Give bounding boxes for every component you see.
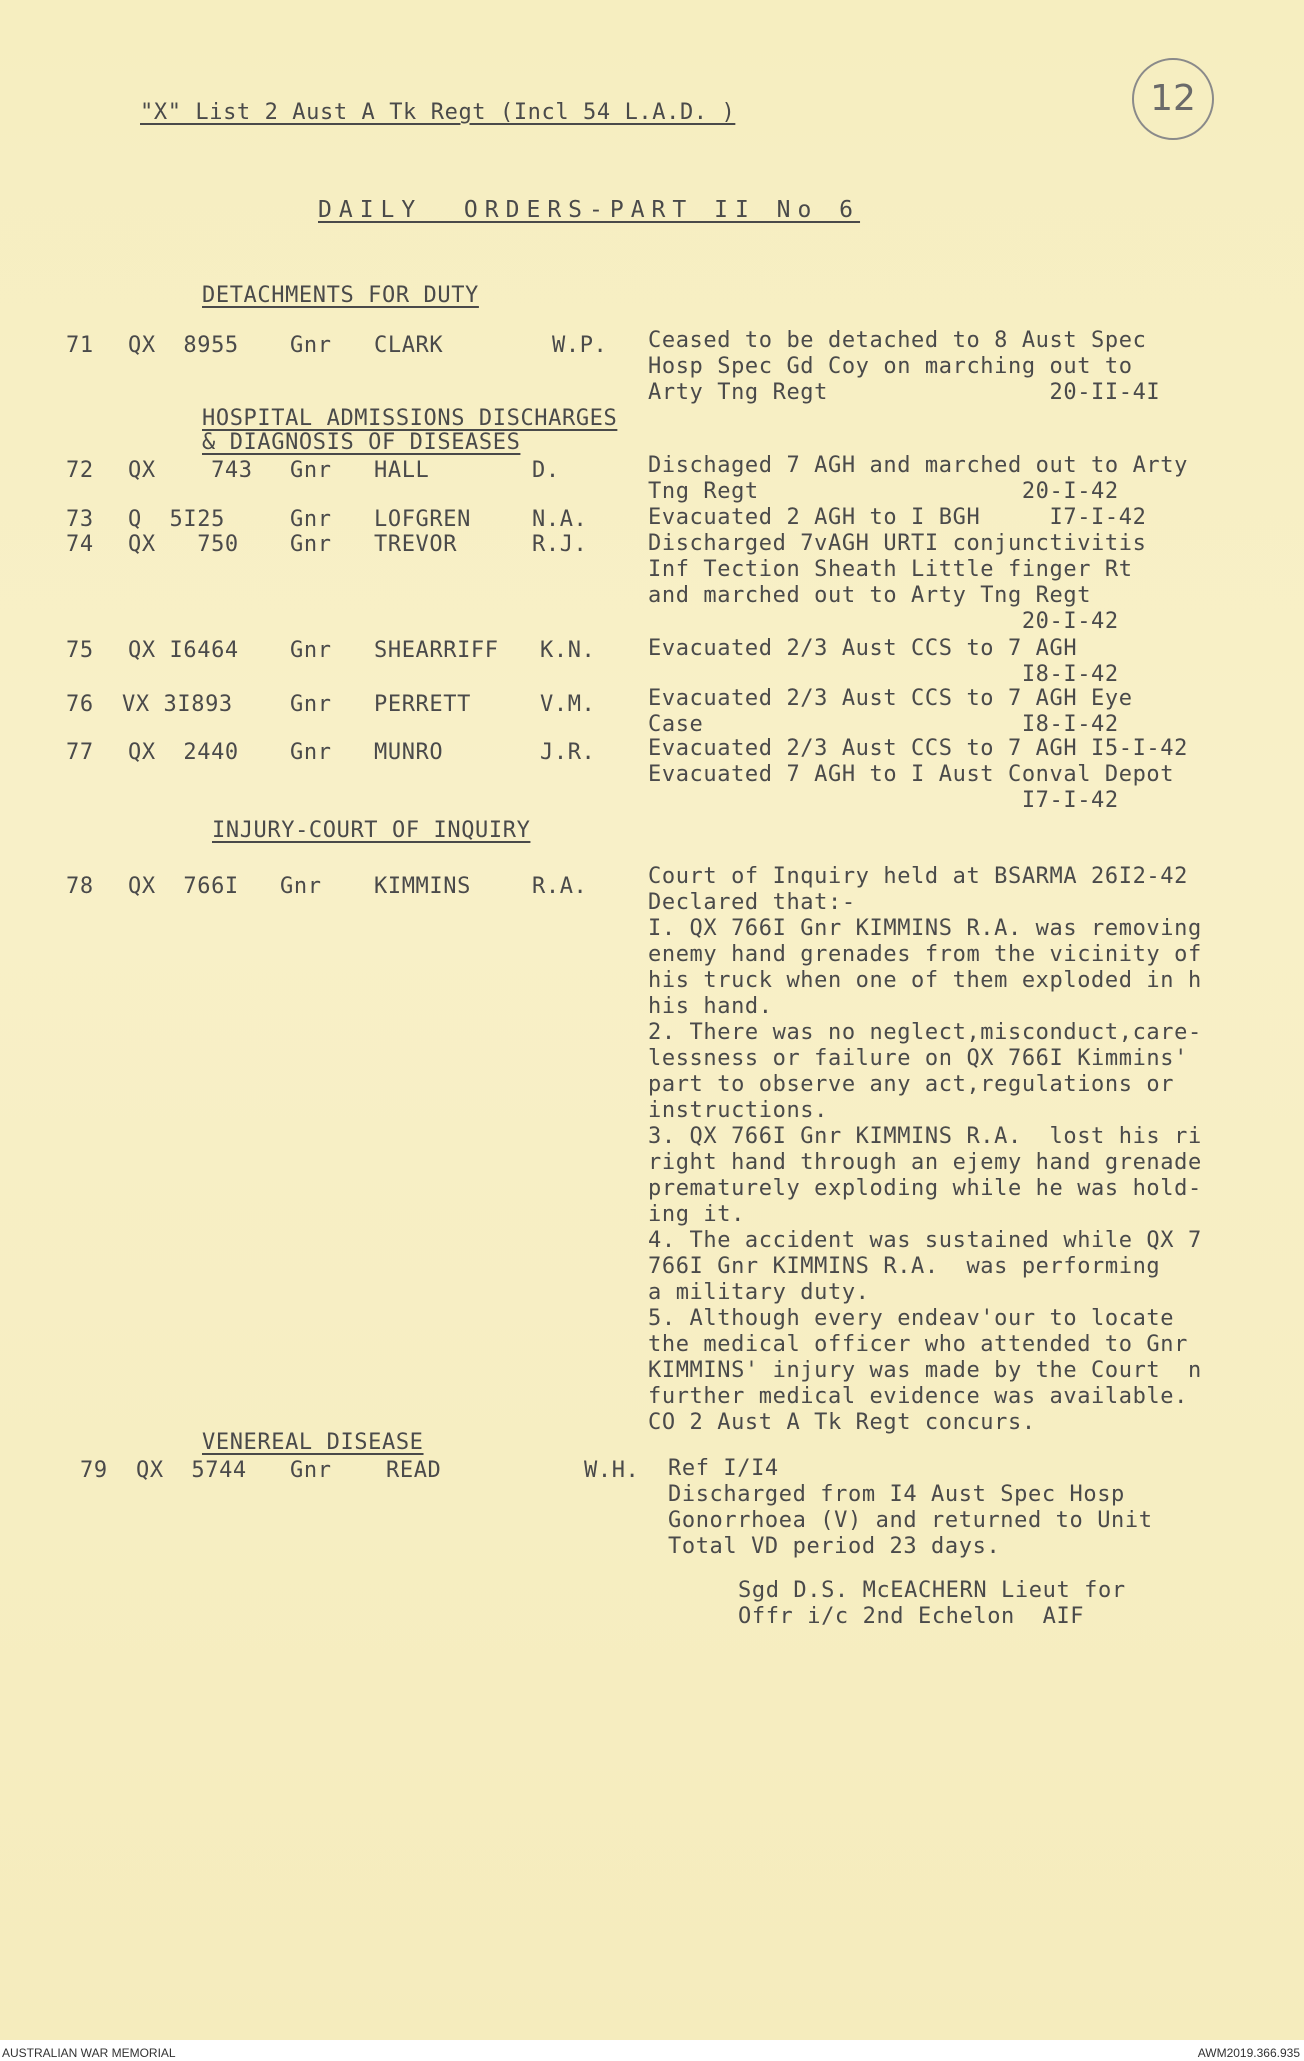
entry-text-line: his truck when one of them exploded in h — [648, 968, 1202, 993]
entry-number: 74 — [66, 532, 94, 557]
entry-text-line: I8-I-42 — [648, 662, 1119, 687]
entry-text-line: Evacuated 7 AGH to I Aust Conval Depot — [648, 762, 1175, 787]
entry-text-line: CO 2 Aust A Tk Regt concurs. — [648, 1410, 1036, 1435]
entry-text-line: Discharged from I4 Aust Spec Hosp — [668, 1482, 1125, 1507]
entry-surname: LOFGREN — [374, 507, 471, 532]
entry-rank: Gnr — [290, 638, 332, 663]
entry-text-line: prematurely exploding while he was hold- — [648, 1176, 1202, 1201]
entry-text-line: 766I Gnr KIMMINS R.A. was performing — [648, 1254, 1161, 1279]
entry-text-line: Ref I/I4 — [668, 1456, 779, 1481]
entry-text-line: 4. The accident was sustained while QX 7 — [648, 1228, 1202, 1253]
entry-regimental-number: QX 766I — [128, 874, 239, 899]
entry-text-line: the medical officer who attended to Gnr — [648, 1332, 1188, 1357]
entry-initials: J.R. — [540, 740, 596, 765]
entry-text-line: Dischaged 7 AGH and marched out to Arty — [648, 453, 1188, 478]
entry-regimental-number: QX 5744 — [136, 1458, 247, 1483]
entry-number: 77 — [66, 740, 94, 765]
entry-text-line: ing it. — [648, 1202, 745, 1227]
entry-text-line: 20-I-42 — [648, 609, 1119, 634]
entry-text-line: I. QX 766I Gnr KIMMINS R.A. was removing — [648, 916, 1202, 941]
entry-text-line: Inf Tection Sheath Little finger Rt — [648, 557, 1133, 582]
entry-number: 75 — [66, 638, 94, 663]
entry-text-line: Hosp Spec Gd Coy on marching out to — [648, 354, 1133, 379]
entry-rank: Gnr — [290, 1458, 332, 1483]
entry-text-line: Arty Tng Regt 20-II-4I — [648, 380, 1161, 405]
entry-surname: HALL — [374, 458, 430, 483]
entry-regimental-number: Q 5I25 — [128, 507, 225, 532]
entry-text-line: Case I8-I-42 — [648, 712, 1119, 737]
entry-number: 78 — [66, 874, 94, 899]
entry-regimental-number: VX 3I893 — [122, 692, 233, 717]
entry-initials: W.P. — [552, 333, 608, 358]
entry-text-line: part to observe any act,regulations or — [648, 1072, 1175, 1097]
entry-text-line: Declared that:- — [648, 890, 856, 915]
entry-rank: Gnr — [290, 740, 332, 765]
page-number-circled: 12 — [1132, 58, 1214, 140]
entry-text-line: instructions. — [648, 1098, 828, 1123]
entry-regimental-number: QX 8955 — [128, 333, 239, 358]
entry-text-line: and marched out to Arty Tng Regt — [648, 583, 1092, 608]
orders-title: DAILY ORDERS-PART II No 6 — [318, 197, 861, 223]
entry-text-line: Evacuated 2 AGH to I BGH I7-I-42 — [648, 505, 1147, 530]
section-injury: INJURY-COURT OF INQUIRY — [212, 818, 531, 843]
entry-text-line: Gonorrhoea (V) and returned to Unit — [668, 1508, 1153, 1533]
entry-surname: READ — [386, 1458, 442, 1483]
signature-line: Offr i/c 2nd Echelon AIF — [738, 1604, 1085, 1629]
entry-rank: Gnr — [290, 458, 332, 483]
entry-surname: SHEARRIFF — [374, 638, 499, 663]
entry-surname: KIMMINS — [374, 874, 471, 899]
entry-rank: Gnr — [280, 874, 322, 899]
entry-initials: K.N. — [540, 638, 596, 663]
entry-text-line: enemy hand grenades from the vicinity of — [648, 942, 1202, 967]
archive-credit: AUSTRALIAN WAR MEMORIAL — [2, 2046, 176, 2060]
section-hospital: HOSPITAL ADMISSIONS DISCHARGES — [202, 406, 618, 431]
entry-text-line: 3. QX 766I Gnr KIMMINS R.A. lost his ri — [648, 1124, 1202, 1149]
archive-reference: AWM2019.366.935 — [1197, 2046, 1300, 2060]
entry-regimental-number: QX I6464 — [128, 638, 239, 663]
entry-text-line: Total VD period 23 days. — [668, 1534, 1001, 1559]
signature-line: Sgd D.S. McEACHERN Lieut for — [738, 1578, 1126, 1603]
entry-regimental-number: QX 2440 — [128, 740, 239, 765]
entry-text-line: lessness or failure on QX 766I Kimmins' — [648, 1046, 1188, 1071]
entry-regimental-number: QX 750 — [128, 532, 239, 557]
entry-text-line: Evacuated 2/3 Aust CCS to 7 AGH — [648, 636, 1078, 661]
entry-text-line: Discharged 7vAGH URTI conjunctivitis — [648, 531, 1147, 556]
entry-initials: R.J. — [532, 532, 588, 557]
entry-initials: R.A. — [532, 874, 588, 899]
entry-surname: CLARK — [374, 333, 444, 358]
entry-regimental-number: QX 743 — [128, 458, 253, 483]
entry-rank: Gnr — [290, 532, 332, 557]
entry-rank: Gnr — [290, 333, 332, 358]
entry-text-line: 2. There was no neglect,misconduct,care- — [648, 1020, 1202, 1045]
entry-initials: V.M. — [540, 692, 596, 717]
entry-text-line: I7-I-42 — [648, 788, 1119, 813]
entry-number: 72 — [66, 458, 94, 483]
entry-text-line: his hand. — [648, 994, 773, 1019]
entry-text-line: a military duty. — [648, 1280, 870, 1305]
entry-rank: Gnr — [290, 507, 332, 532]
section-detachments: DETACHMENTS FOR DUTY — [202, 283, 479, 308]
entry-text-line: Tng Regt 20-I-42 — [648, 479, 1119, 504]
entry-text-line: KIMMINS' injury was made by the Court n — [648, 1358, 1202, 1383]
entry-number: 71 — [66, 333, 94, 358]
entry-number: 76 — [66, 692, 94, 717]
entry-text-line: 5. Although every endeav'our to locate — [648, 1306, 1175, 1331]
entry-rank: Gnr — [290, 692, 332, 717]
entry-surname: PERRETT — [374, 692, 471, 717]
entry-text-line: Evacuated 2/3 Aust CCS to 7 AGH I5-I-42 — [648, 736, 1188, 761]
entry-number: 73 — [66, 507, 94, 532]
list-title: "X" List 2 Aust A Tk Regt (Incl 54 L.A.D. ) — [140, 100, 736, 125]
entry-surname: MUNRO — [374, 740, 444, 765]
section-venereal: VENEREAL DISEASE — [202, 1430, 424, 1455]
entry-initials: N.A. — [532, 507, 588, 532]
entry-initials: D. — [532, 458, 560, 483]
entry-surname: TREVOR — [374, 532, 458, 557]
entry-text-line: Court of Inquiry held at BSARMA 26I2-42 — [648, 864, 1188, 889]
entry-number: 79 — [80, 1458, 108, 1483]
entry-text-line: right hand through an ejemy hand grenade — [648, 1150, 1202, 1175]
entry-text-line: Evacuated 2/3 Aust CCS to 7 AGH Eye — [648, 686, 1133, 711]
entry-initials: W.H. — [584, 1458, 640, 1483]
entry-text-line: further medical evidence was available. — [648, 1384, 1188, 1409]
entry-text-line: Ceased to be detached to 8 Aust Spec — [648, 328, 1147, 353]
section-hospital-cont: & DIAGNOSIS OF DISEASES — [202, 430, 521, 455]
